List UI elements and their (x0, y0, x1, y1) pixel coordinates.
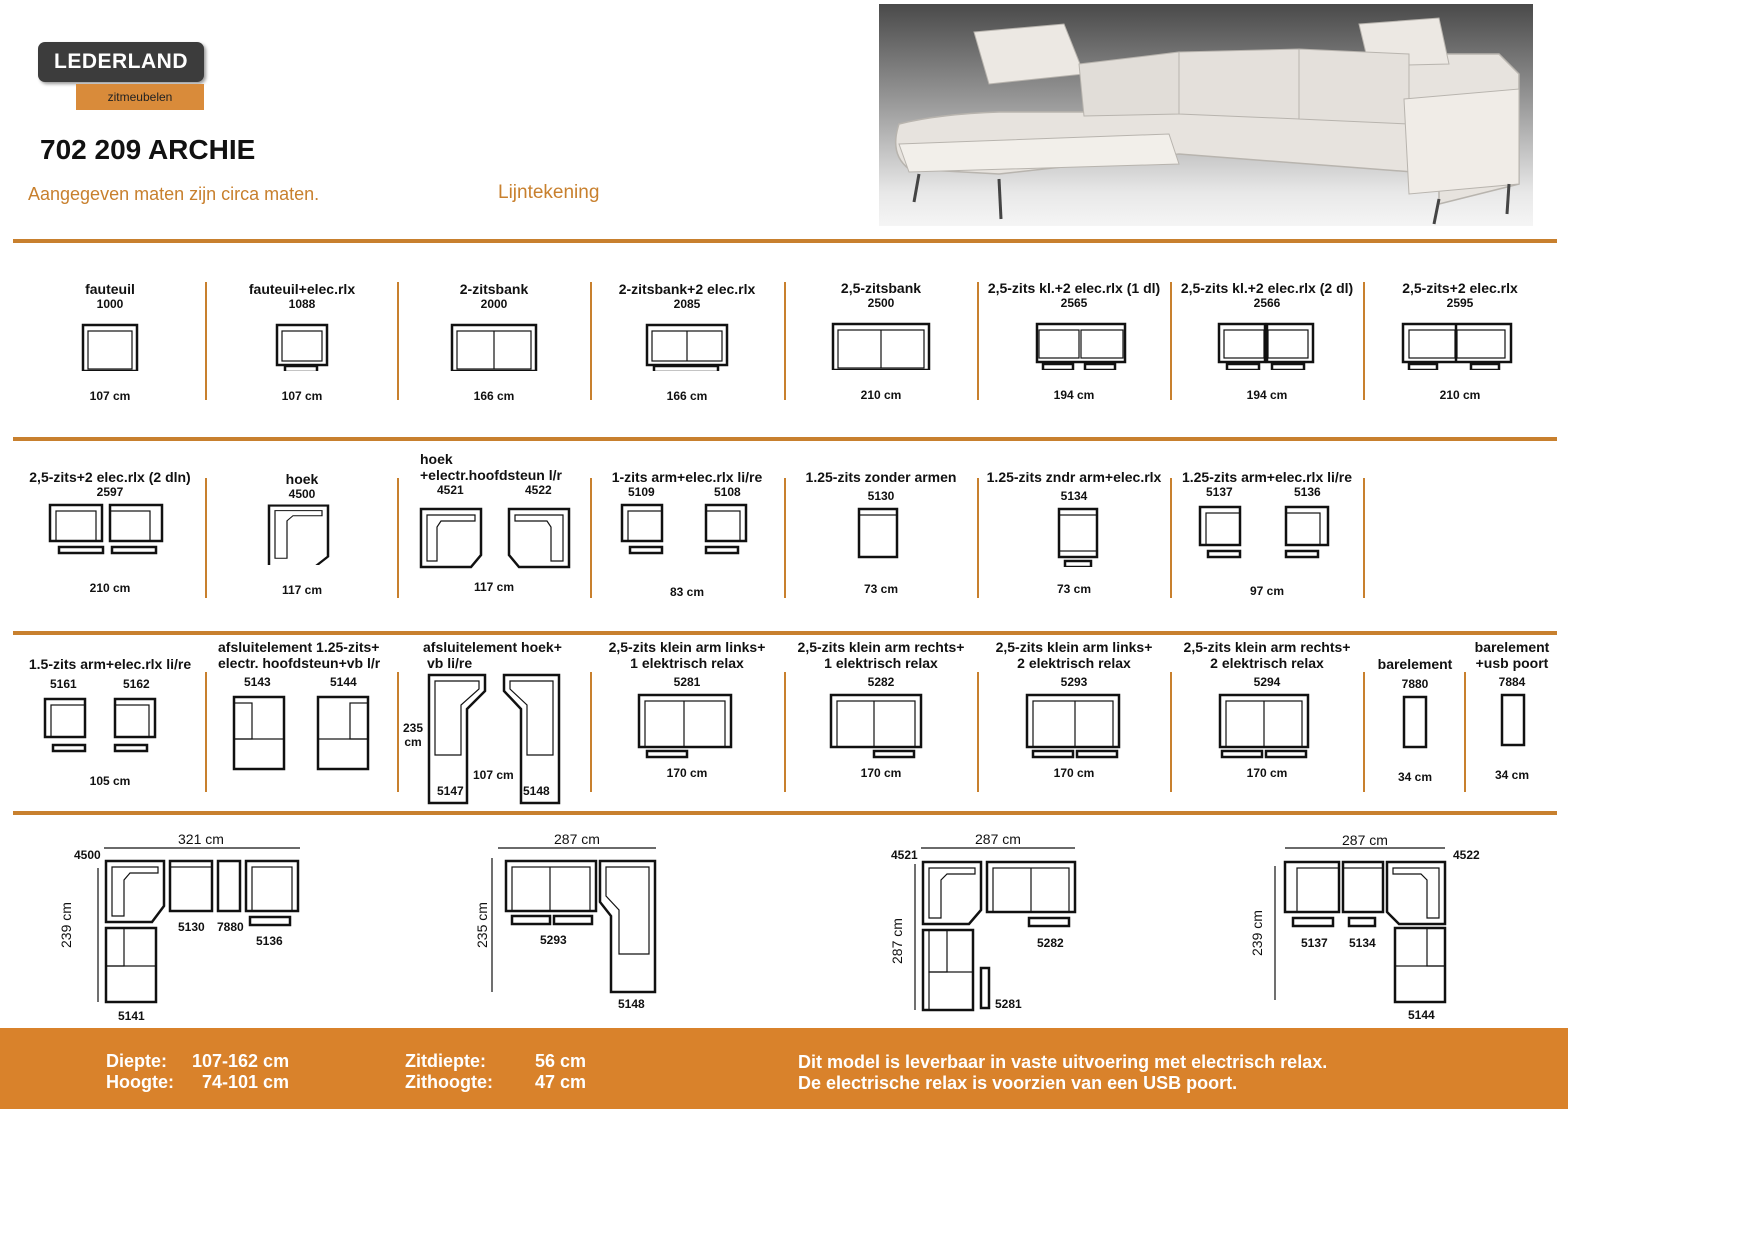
element-label: 2,5-zits klein arm rechts+ (797, 639, 965, 655)
sofa-photo (879, 4, 1533, 226)
element-code: 5130 (867, 489, 895, 503)
config-width: 287 cm (1342, 832, 1388, 848)
element-drawing (207, 691, 397, 771)
element-1-zits (592, 469, 782, 599)
separator (1363, 478, 1365, 598)
element-dim: 210 cm (89, 581, 131, 595)
config-width: 287 cm (554, 831, 600, 847)
element-drawing (592, 689, 782, 761)
element-label: 2,5-zits kl.+2 elec.rlx (1 dl) (987, 280, 1161, 296)
element-dim: 117 cm (473, 580, 515, 594)
element-dim: 107 cm (281, 389, 323, 403)
element-label: 1.5-zits arm+elec.rlx li/re (28, 656, 192, 672)
element-label: barelement (1377, 656, 1453, 672)
element-drawing (592, 501, 782, 565)
element-code: 5144 (330, 675, 357, 689)
element-label: fauteuil+elec.rlx (248, 281, 356, 297)
element-drawing (786, 689, 976, 761)
config-height: 235 cm (474, 902, 490, 948)
element-code: 7884 (1498, 675, 1526, 689)
config-code: 5130 (178, 920, 205, 934)
element-fauteuil-relax (207, 281, 397, 403)
element-code: 5162 (123, 677, 150, 691)
element-label: +usb poort (1475, 655, 1549, 671)
brand-logo (38, 42, 208, 112)
config-width: 287 cm (975, 831, 1021, 847)
element-label: 1-zits arm+elec.rlx li/re (611, 469, 763, 485)
element-code: 2566 (1253, 296, 1281, 310)
hoogte-label: Hoogte: (106, 1072, 174, 1092)
element-2597 (15, 469, 205, 595)
element-drawing (979, 689, 1169, 761)
element-1-25-zits (786, 469, 976, 596)
element-5294 (1172, 639, 1362, 780)
config-height: 239 cm (58, 902, 74, 948)
element-dim: 105 cm (89, 774, 131, 788)
element-code: 1088 (288, 297, 316, 311)
page-title: 702 209 ARCHIE (40, 134, 256, 165)
element-drawing (979, 310, 1169, 370)
element-1-25-zits-arm (1172, 469, 1362, 598)
element-dim: 210 cm (860, 388, 902, 402)
element-drawing (592, 311, 782, 371)
element-label: vb li/re (427, 655, 473, 671)
element-code: 4521 (437, 483, 464, 497)
element-label: 2 elektrisch relax (1210, 655, 1324, 671)
brand-subtitle: zitmeubelen (76, 84, 204, 110)
config-4 (1245, 828, 1485, 1028)
zithoogte-label: Zithoogte: (405, 1072, 493, 1092)
element-code: 2597 (96, 485, 124, 499)
config-code: 4522 (1453, 848, 1480, 862)
element-code: 5161 (50, 677, 77, 691)
config-code: 5144 (1408, 1008, 1435, 1022)
config-code: 5148 (618, 997, 645, 1011)
element-code: 2565 (1060, 296, 1088, 310)
element-drawing (1366, 691, 1464, 753)
element-2-zitsbank-relax (592, 281, 782, 403)
element-drawing (399, 311, 589, 371)
diepte-value: 107-162 cm (192, 1051, 290, 1071)
element-drawing (979, 503, 1169, 567)
config-code: 5282 (1037, 936, 1064, 950)
element-code: 5281 (673, 675, 701, 689)
element-1-25-zits-relax (979, 469, 1169, 596)
element-drawing (1172, 689, 1362, 761)
element-code: 2500 (867, 296, 895, 310)
element-label: 2,5-zits klein arm links+ (995, 639, 1153, 655)
element-dim: 170 cm (860, 766, 902, 780)
element-code: 5294 (1253, 675, 1281, 689)
config-code: 5141 (118, 1009, 145, 1023)
element-hoek (207, 469, 397, 597)
footer-note-2: De electrische relax is voorzien van een USB poort. (798, 1073, 1238, 1093)
element-code: 5108 (714, 485, 741, 499)
element-drawing (399, 673, 589, 805)
element-code: 5134 (1060, 489, 1088, 503)
config-height: 239 cm (1249, 910, 1265, 956)
element-code: 5109 (628, 485, 655, 499)
element-code: 1000 (96, 297, 124, 311)
element-code: 4522 (525, 483, 552, 497)
element-drawing (207, 311, 397, 371)
config-1 (60, 828, 360, 1028)
element-fauteuil (15, 281, 205, 403)
element-afsluitelement-1-25 (207, 639, 397, 776)
element-code: 5148 (523, 784, 550, 798)
element-afsluitelement-hoek (399, 639, 589, 798)
element-code: 5137 (1206, 485, 1233, 499)
config-code: 5136 (256, 934, 283, 948)
element-label: +electr.hoofdsteun l/r (420, 467, 562, 483)
element-label: 2,5-zitsbank (840, 280, 922, 296)
element-label: afsluitelement hoek+ (423, 639, 562, 655)
element-drawing (15, 499, 205, 563)
element-label: 1 elektrisch relax (824, 655, 938, 671)
config-width: 321 cm (178, 831, 224, 847)
zithoogte-value: 47 cm (535, 1072, 587, 1092)
config-code: 4500 (74, 848, 101, 862)
element-2565 (979, 280, 1169, 402)
element-label: 2,5-zits+2 elec.rlx (2 dln) (29, 469, 191, 485)
measure-note: Aangegeven maten zijn circa maten. (28, 184, 320, 204)
divider-row1 (13, 437, 1557, 441)
element-drawing (399, 499, 589, 569)
element-drawing (1172, 310, 1362, 370)
config-code: 5137 (1301, 936, 1328, 950)
element-label: 2,5-zits+2 elec.rlx (1402, 280, 1518, 296)
element-dim: 194 cm (1246, 388, 1288, 402)
element-dim: 194 cm (1053, 388, 1095, 402)
element-dim: 73 cm (1056, 582, 1092, 596)
config-drawing (60, 828, 360, 1028)
divider-top (13, 239, 1557, 243)
element-drawing (1466, 689, 1558, 751)
element-5282 (786, 639, 976, 780)
element-drawing (15, 693, 205, 757)
element-dim: 210 cm (1439, 388, 1481, 402)
config-code: 7880 (217, 920, 244, 934)
config-code: 5134 (1349, 936, 1376, 950)
element-code: 2000 (480, 297, 508, 311)
element-dim: 117 cm (281, 583, 323, 597)
config-2 (470, 828, 700, 1028)
element-dim: 97 cm (1249, 584, 1285, 598)
footer-specs (0, 1028, 1568, 1109)
element-code: 7880 (1401, 677, 1429, 691)
element-dim: 34 cm (1494, 768, 1530, 782)
element-dim: 34 cm (1397, 770, 1433, 784)
element-2595 (1365, 280, 1555, 402)
element-dim: 170 cm (1053, 766, 1095, 780)
config-drawing (1245, 828, 1485, 1028)
element-label: afsluitelement 1.25-zits+ (218, 639, 380, 655)
element-label: 2,5-zits klein arm links+ (608, 639, 766, 655)
element-drawing (1365, 310, 1555, 370)
element-label: electr. hoofdsteun+vb l/r (218, 655, 381, 671)
element-hoek-hoofdsteun (399, 451, 589, 594)
element-dim: 73 cm (863, 582, 899, 596)
footer-note-1: Dit model is leverbaar in vaste uitvoering met electrisch relax. (798, 1052, 1328, 1072)
zitdiepte-label: Zitdiepte: (405, 1051, 486, 1071)
element-code: 5282 (867, 675, 895, 689)
element-drawing (207, 501, 397, 565)
element-code: 5147 (437, 784, 464, 798)
element-label: 1 elektrisch relax (630, 655, 744, 671)
element-label: 2 elektrisch relax (1017, 655, 1131, 671)
element-label: 2-zitsbank (459, 281, 529, 297)
element-dim: 170 cm (666, 766, 708, 780)
config-3 (885, 828, 1115, 1028)
config-height: 287 cm (889, 918, 905, 964)
element-label: hoek (285, 471, 319, 487)
diepte-label: Diepte: (106, 1051, 168, 1071)
element-dim-height: 235 (402, 721, 424, 735)
element-drawing (15, 311, 205, 371)
element-code: 5143 (244, 675, 271, 689)
element-label: 2,5-zits klein arm rechts+ (1183, 639, 1351, 655)
element-label: hoek (420, 451, 453, 467)
element-2-zitsbank (399, 281, 589, 403)
zitdiepte-value: 56 cm (535, 1051, 587, 1071)
element-1-5-zits (15, 656, 205, 788)
divider-row2 (13, 631, 1557, 635)
element-label: barelement (1474, 639, 1550, 655)
config-drawing (470, 828, 700, 1028)
element-dim: 83 cm (669, 585, 705, 599)
config-code: 5293 (540, 933, 567, 947)
line-drawing-label: Lijntekening (498, 182, 600, 203)
element-code: 4500 (288, 487, 316, 501)
element-dim: 166 cm (473, 389, 515, 403)
element-drawing (786, 310, 976, 370)
element-5293 (979, 639, 1169, 780)
element-label: 2,5-zits kl.+2 elec.rlx (2 dl) (1180, 280, 1354, 296)
element-label: 1.25-zits arm+elec.rlx li/re (1181, 469, 1353, 485)
element-5281 (592, 639, 782, 780)
config-code: 4521 (891, 848, 918, 862)
brand-name: LEDERLAND (38, 42, 204, 82)
element-2-5-zitsbank (786, 280, 976, 402)
element-2566 (1172, 280, 1362, 402)
element-label: 1.25-zits zndr arm+elec.rlx (986, 469, 1162, 485)
element-label: 2-zitsbank+2 elec.rlx (618, 281, 756, 297)
element-barelement (1366, 656, 1464, 784)
hoogte-value: 74-101 cm (202, 1072, 290, 1092)
config-code: 5281 (995, 997, 1022, 1011)
element-code: 5136 (1294, 485, 1321, 499)
element-code: 2595 (1446, 296, 1474, 310)
element-barelement-usb (1466, 639, 1558, 782)
element-dim: 107 cm (89, 389, 131, 403)
element-dim: 107 cm (473, 768, 514, 782)
element-drawing (786, 503, 976, 563)
separator (1363, 672, 1365, 792)
element-label: 1.25-zits zonder armen (805, 469, 957, 485)
element-dim-height-unit: cm (404, 735, 422, 749)
element-code: 2085 (673, 297, 701, 311)
element-label: fauteuil (85, 281, 135, 297)
element-drawing (1172, 501, 1362, 565)
element-dim: 170 cm (1246, 766, 1288, 780)
element-dim: 166 cm (666, 389, 708, 403)
divider-row3 (13, 811, 1557, 815)
element-code: 5293 (1060, 675, 1088, 689)
